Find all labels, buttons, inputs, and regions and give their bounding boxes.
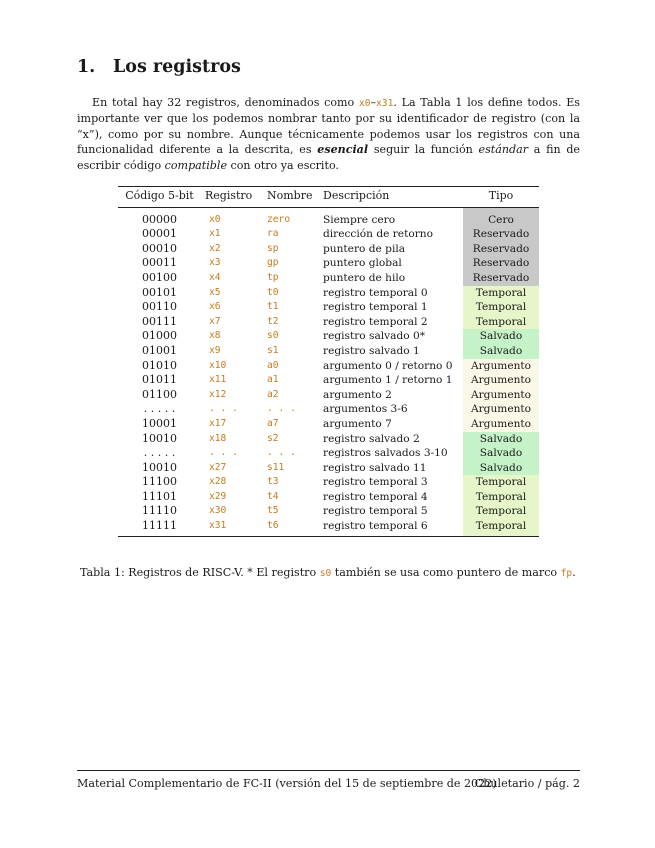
cell-name: t4 bbox=[267, 490, 279, 502]
table-row bbox=[118, 446, 539, 461]
cell-description: registro salvado 11 bbox=[323, 461, 427, 474]
cell-register: x0 bbox=[209, 213, 221, 225]
section-number: 1. bbox=[77, 57, 96, 77]
header-register: Registro bbox=[201, 187, 263, 208]
table-row bbox=[118, 461, 539, 476]
cell-name: t6 bbox=[263, 519, 319, 536]
cell-register: x29 bbox=[209, 490, 227, 502]
cell-type: Salvado bbox=[463, 432, 539, 447]
table-row bbox=[118, 490, 539, 505]
cell-type: Salvado bbox=[463, 344, 539, 359]
cell-type: Argumento bbox=[463, 402, 539, 417]
para-emphasis: compatible bbox=[164, 158, 228, 172]
cell-code: 00111 bbox=[142, 314, 177, 328]
table-caption bbox=[80, 566, 576, 579]
cell-name: t1 bbox=[267, 301, 279, 313]
cell-type: Salvado bbox=[463, 446, 539, 461]
cell-description: registro temporal 5 bbox=[323, 505, 428, 518]
cell-name: t0 bbox=[267, 286, 279, 298]
cell-code: 11110 bbox=[142, 504, 177, 518]
header-type: Tipo bbox=[463, 187, 539, 208]
cell-description: registro temporal 4 bbox=[323, 490, 428, 503]
cell-register: x17 bbox=[209, 417, 227, 429]
cell-code: 00000 bbox=[142, 212, 177, 226]
table-row bbox=[118, 475, 539, 490]
cell-name: a0 bbox=[267, 359, 279, 371]
cell-register: x18 bbox=[209, 432, 227, 444]
cell-description: argumento 7 bbox=[323, 417, 392, 430]
table-row bbox=[118, 242, 539, 257]
cell-description: dirección de retorno bbox=[323, 228, 433, 241]
intro-paragraph bbox=[77, 95, 580, 173]
cell-register: x9 bbox=[209, 344, 221, 356]
para-text: con otro ya escrito. bbox=[227, 158, 339, 172]
section-heading bbox=[77, 57, 241, 77]
cell-type: Argumento bbox=[463, 373, 539, 388]
cell-type: Temporal bbox=[463, 286, 539, 301]
cell-register: x28 bbox=[209, 476, 227, 488]
para-text: . La Tabla 1 los define todos. Es importante ver que los podemos nombrar tanto por su identificador de registro (con la “x”), como por su nombre. Aunque técnicamente podemos usar los registros con una funcionalidad diferente a la descrita, es bbox=[77, 96, 580, 157]
footer-divider bbox=[77, 770, 580, 771]
cell-description: registro salvado 2 bbox=[323, 432, 420, 445]
para-code: x0 bbox=[358, 98, 371, 109]
cell-register: x30 bbox=[209, 505, 227, 517]
cell-code: 00011 bbox=[142, 256, 177, 270]
cell-name: t2 bbox=[267, 315, 279, 327]
cell-name: a2 bbox=[267, 388, 279, 400]
cell-register: x11 bbox=[209, 374, 227, 386]
cell-name: s1 bbox=[267, 344, 279, 356]
cell-register: x31 bbox=[201, 519, 263, 536]
para-emphasis-bold: esencial bbox=[317, 143, 369, 157]
caption-code: fp bbox=[560, 568, 573, 579]
cell-register: x4 bbox=[209, 271, 221, 283]
cell-type: Reservado bbox=[463, 242, 539, 257]
para-text: En total hay 32 registros, denominados como bbox=[92, 96, 359, 109]
table-row bbox=[118, 432, 539, 447]
cell-name: t5 bbox=[267, 505, 279, 517]
cell-code: 01001 bbox=[142, 343, 177, 357]
table-row bbox=[118, 344, 539, 359]
table-row bbox=[118, 207, 539, 227]
cell-description: registro salvado 1 bbox=[323, 344, 420, 357]
cell-code: 11101 bbox=[142, 489, 177, 503]
cell-description: argumento 2 bbox=[323, 388, 392, 401]
cell-description: registro temporal 6 bbox=[319, 519, 463, 536]
cell-code: 00001 bbox=[142, 227, 177, 241]
cell-type: Reservado bbox=[463, 256, 539, 271]
cell-name: ra bbox=[267, 228, 279, 240]
cell-description: argumento 0 / retorno 0 bbox=[323, 359, 453, 372]
caption-text: también se usa como puntero de marco bbox=[331, 566, 561, 579]
cell-name: tp bbox=[267, 271, 279, 283]
cell-type: Argumento bbox=[463, 388, 539, 403]
section-title: Los registros bbox=[113, 57, 241, 77]
table-body bbox=[118, 207, 539, 536]
registers-table bbox=[118, 186, 539, 537]
cell-description: argumentos 3-6 bbox=[323, 403, 408, 416]
header-description: Descripción bbox=[319, 187, 463, 208]
caption-code: s0 bbox=[319, 568, 332, 579]
cell-register: x3 bbox=[209, 257, 221, 269]
caption-text: Tabla 1: Registros de RISC-V. * El registro bbox=[80, 566, 320, 579]
table-row bbox=[118, 256, 539, 271]
cell-description: argumento 1 / retorno 1 bbox=[323, 374, 453, 387]
cell-register: x27 bbox=[209, 461, 227, 473]
table-row bbox=[118, 300, 539, 315]
cell-name: gp bbox=[267, 257, 279, 269]
cell-description: puntero global bbox=[323, 257, 402, 270]
cell-register: x6 bbox=[209, 301, 221, 313]
cell-code: 00101 bbox=[142, 285, 177, 299]
table-row bbox=[118, 388, 539, 403]
cell-description: registro temporal 2 bbox=[323, 315, 428, 328]
cell-name: a1 bbox=[267, 374, 279, 386]
cell-description: registro temporal 3 bbox=[323, 476, 428, 489]
caption-text: . bbox=[572, 566, 576, 579]
cell-name: a7 bbox=[267, 417, 279, 429]
cell-description: registros salvados 3-10 bbox=[323, 447, 448, 460]
cell-name: sp bbox=[267, 242, 279, 254]
cell-register: x5 bbox=[209, 286, 221, 298]
cell-description: registro salvado 0* bbox=[323, 330, 426, 343]
para-emphasis: estándar bbox=[478, 143, 528, 157]
cell-type: Reservado bbox=[463, 227, 539, 242]
cell-register: . . . bbox=[209, 447, 238, 459]
cell-description: registro temporal 1 bbox=[323, 301, 428, 314]
cell-code: 10001 bbox=[142, 416, 177, 430]
cell-name: . . . bbox=[267, 447, 296, 459]
table-row bbox=[118, 504, 539, 519]
cell-code: 00010 bbox=[142, 241, 177, 255]
cell-type: Temporal bbox=[463, 519, 539, 536]
cell-code: . . . . . bbox=[143, 446, 176, 460]
cell-name: zero bbox=[267, 213, 291, 225]
cell-description: puntero de hilo bbox=[323, 271, 406, 284]
cell-description: registro temporal 0 bbox=[323, 286, 428, 299]
para-text: a fin de escribir código bbox=[77, 143, 580, 172]
cell-type: Cero bbox=[463, 207, 539, 227]
para-text: seguir la función bbox=[368, 143, 479, 157]
table-row bbox=[118, 329, 539, 344]
cell-type: Argumento bbox=[463, 359, 539, 374]
table-row bbox=[118, 227, 539, 242]
cell-description: Siempre cero bbox=[323, 213, 396, 226]
cell-register: x10 bbox=[209, 359, 227, 371]
cell-code: 01011 bbox=[142, 373, 177, 387]
footer-left: Material Complementario de FC-II (versión del 15 de septiembre de 2022) bbox=[77, 777, 497, 790]
cell-code: 10010 bbox=[142, 431, 177, 445]
cell-type: Temporal bbox=[463, 300, 539, 315]
header-name: Nombre bbox=[263, 187, 319, 208]
cell-code: 00110 bbox=[142, 300, 177, 314]
cell-code: 01000 bbox=[142, 329, 177, 343]
cell-name: . . . bbox=[267, 403, 296, 415]
cell-type: Salvado bbox=[463, 461, 539, 476]
table-row bbox=[118, 315, 539, 330]
cell-register: x1 bbox=[209, 228, 221, 240]
cell-register: x12 bbox=[209, 388, 227, 400]
table-row bbox=[118, 402, 539, 417]
cell-register: x8 bbox=[209, 330, 221, 342]
cell-type: Temporal bbox=[463, 490, 539, 505]
table-row bbox=[118, 286, 539, 301]
cell-name: s2 bbox=[267, 432, 279, 444]
table-row bbox=[118, 271, 539, 286]
cell-name: s11 bbox=[267, 461, 285, 473]
cell-name: s0 bbox=[267, 330, 279, 342]
cell-code: 11111 bbox=[118, 519, 201, 536]
cell-register: x2 bbox=[209, 242, 221, 254]
cell-code: 10010 bbox=[142, 460, 177, 474]
cell-type: Temporal bbox=[463, 504, 539, 519]
cell-description: puntero de pila bbox=[323, 242, 406, 255]
footer-right: Chuletario / pág. 2 bbox=[474, 777, 580, 790]
cell-code: 01100 bbox=[142, 387, 177, 401]
cell-type: Argumento bbox=[463, 417, 539, 432]
cell-type: Temporal bbox=[463, 475, 539, 490]
cell-register: x7 bbox=[209, 315, 221, 327]
para-code: x31 bbox=[376, 98, 394, 109]
table-row bbox=[118, 373, 539, 388]
cell-code: 01010 bbox=[142, 358, 177, 372]
cell-type: Temporal bbox=[463, 315, 539, 330]
para-dash: – bbox=[370, 96, 377, 109]
cell-register: . . . bbox=[209, 403, 238, 415]
table-header-row bbox=[118, 187, 539, 208]
table-row bbox=[118, 417, 539, 432]
header-code: Código 5-bit bbox=[118, 187, 201, 208]
table-row bbox=[118, 519, 539, 536]
cell-type: Reservado bbox=[463, 271, 539, 286]
cell-code: 00100 bbox=[142, 270, 177, 284]
cell-code: 11100 bbox=[142, 475, 177, 489]
cell-code: . . . . . bbox=[143, 402, 176, 416]
cell-type: Salvado bbox=[463, 329, 539, 344]
cell-name: t3 bbox=[267, 476, 279, 488]
table-row bbox=[118, 359, 539, 374]
